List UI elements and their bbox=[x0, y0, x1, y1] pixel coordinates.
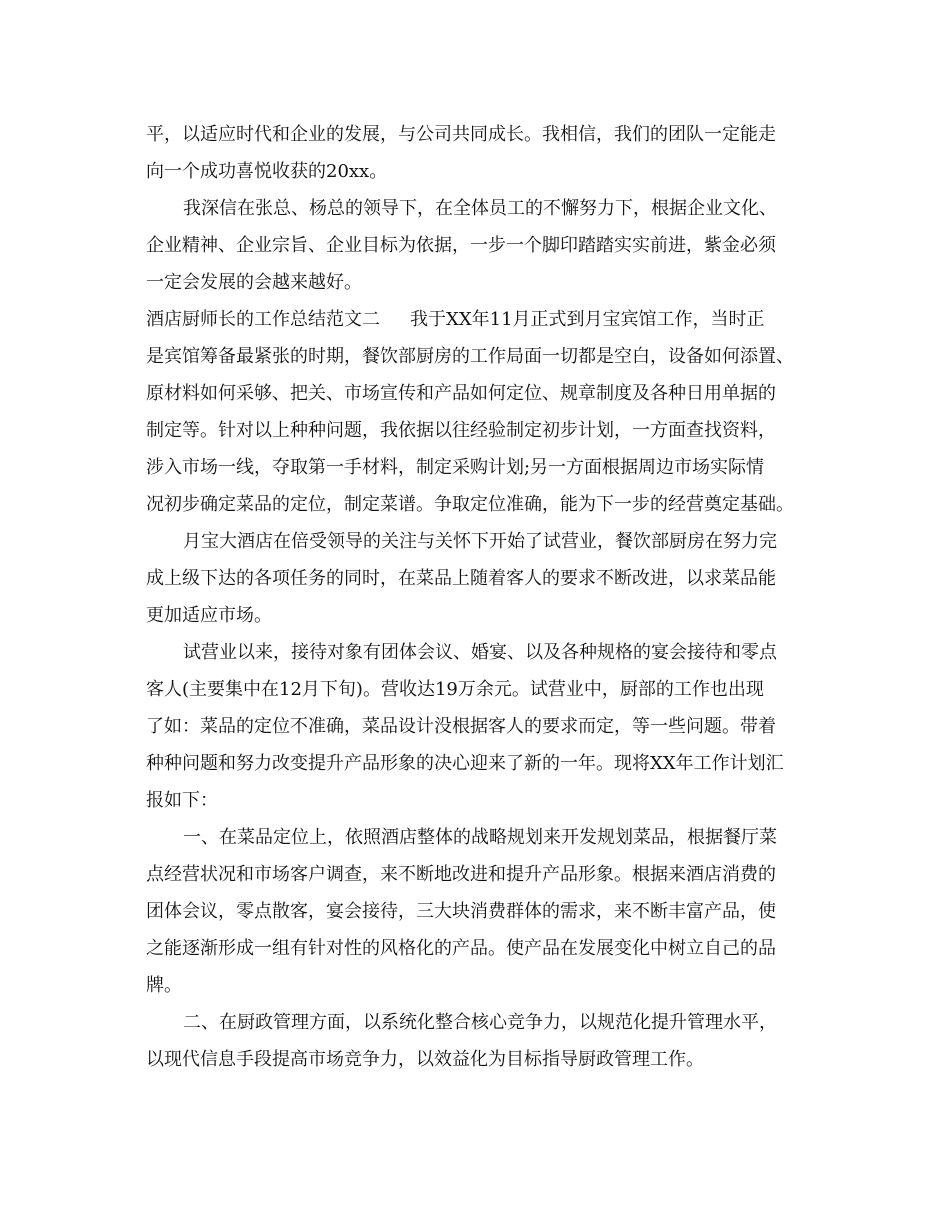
text-line: 试营业以来，接待对象有团体会议、婚宴、以及各种规格的宴会接待和零点 bbox=[183, 642, 777, 663]
text-line: 是宾馆筹备最紧张的时期，餐饮部厨房的工作局面一切都是空白，设备如何添置、 bbox=[146, 346, 794, 367]
text-line: 二、在厨政管理方面，以系统化整合核心竞争力，以规范化提升管理水平， bbox=[183, 1012, 777, 1033]
section-heading-line bbox=[146, 301, 806, 338]
text-line: 企业精神、企业宗旨、企业目标为依据，一步一个脚印踏踏实实前进，紫金必须 bbox=[146, 235, 776, 256]
text-line: 更加适应市场。 bbox=[146, 605, 272, 626]
text-line: 客人(主要集中在12月下旬)。营收达19万余元。试营业中，厨部的工作也出现 bbox=[146, 679, 764, 700]
text-line: 月宝大酒店在倍受领导的关注与关怀下开始了试营业，餐饮部厨房在努力完 bbox=[183, 531, 777, 552]
text-line: 以现代信息手段提高市场竞争力，以效益化为目标指导厨政管理工作。 bbox=[146, 1049, 704, 1070]
text-line: 报如下： bbox=[146, 790, 218, 811]
text-line: 团体会议，零点散客，宴会接待，三大块消费群体的需求，来不断丰富产品，使 bbox=[146, 901, 776, 922]
text-line: 牌。 bbox=[146, 975, 182, 996]
text-line: 成上级下达的各项任务的同时，在菜品上随着客人的要求不断改进，以求菜品能 bbox=[146, 568, 776, 589]
text-line: 点经营状况和市场客户调查，来不断地改进和提升产品形象。根据来酒店消费的 bbox=[146, 864, 776, 885]
text-line: 原材料如何采够、把关、市场宣传和产品如何定位、规章制度及各种日用单据的 bbox=[146, 383, 776, 404]
text-line: 一、在菜品定位上，依照酒店整体的战略规划来开发规划菜品，根据餐厅菜 bbox=[183, 827, 777, 848]
text-line: 我于XX年11月正式到月宝宾馆工作，当时正 bbox=[410, 309, 765, 330]
text-line: 平，以适应时代和企业的发展，与公司共同成长。我相信，我们的团队一定能走 bbox=[146, 124, 776, 145]
text-line: 涉入市场一线，夺取第一手材料，制定采购计划;另一方面根据周边市场实际情 bbox=[146, 457, 765, 478]
text-line: 况初步确定菜品的定位，制定菜谱。争取定位准确，能为下一步的经营奠定基础。 bbox=[146, 494, 794, 515]
text-line: 向一个成功喜悦收获的20xx。 bbox=[146, 161, 388, 182]
text-line: 了如：菜品的定位不准确，菜品设计没根据客人的要求而定，等一些问题。带着 bbox=[146, 716, 776, 737]
text-line: 制定等。针对以上种种问题，我依据以往经验制定初步计划，一方面查找资料， bbox=[146, 420, 776, 441]
text-line: 之能逐渐形成一组有针对性的风格化的产品。使产品在发展变化中树立自己的品 bbox=[146, 938, 776, 959]
text-line: 我深信在张总、杨总的领导下，在全体员工的不懈努力下，根据企业文化、 bbox=[183, 198, 777, 219]
section-title: 酒店厨师长的工作总结范文二 bbox=[146, 309, 380, 330]
text-line: 一定会发展的会越来越好。 bbox=[146, 272, 362, 293]
document-body bbox=[146, 116, 806, 1078]
text-line: 种种问题和努力改变提升产品形象的决心迎来了新的一年。现将XX年工作计划汇 bbox=[146, 753, 784, 774]
